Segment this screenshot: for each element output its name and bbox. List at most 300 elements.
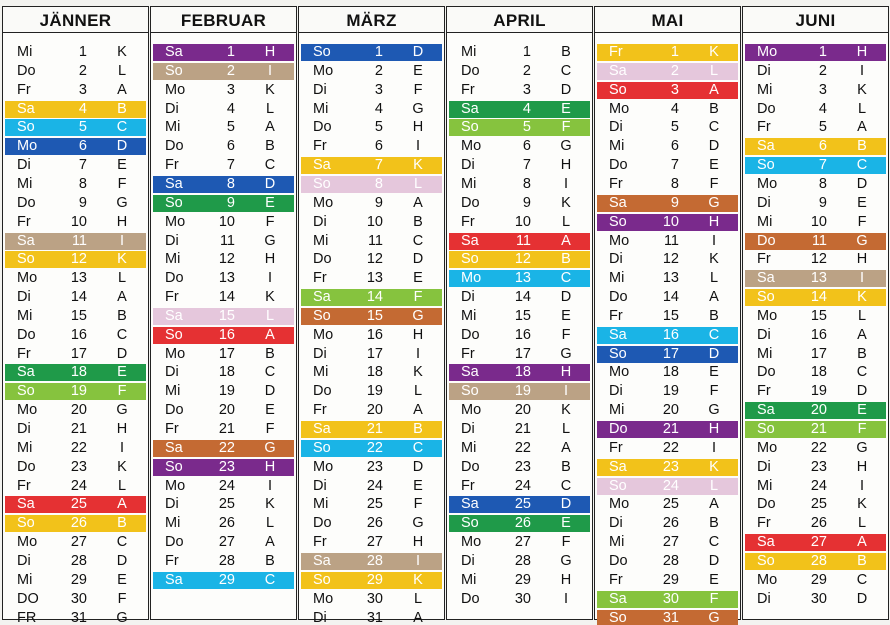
- day-number: 23: [662, 458, 679, 475]
- day-number: 4: [670, 100, 679, 117]
- weekday-label: Sa: [757, 402, 775, 419]
- day-number: 7: [670, 157, 679, 174]
- day-row: [153, 214, 294, 231]
- day-number: 24: [218, 477, 235, 494]
- weekday-label: Sa: [17, 100, 35, 117]
- weekday-label: Fr: [461, 477, 475, 494]
- day-row: [745, 251, 886, 268]
- day-letter: I: [859, 477, 865, 494]
- day-row-highlighted: [449, 364, 590, 381]
- day-letter: F: [117, 175, 127, 192]
- day-row: [5, 610, 146, 625]
- day-row-highlighted: [5, 233, 146, 250]
- weekday-label: So: [461, 515, 479, 532]
- weekday-label: Di: [165, 496, 179, 513]
- weekday-label: Do: [313, 251, 332, 268]
- day-letter: F: [857, 213, 867, 230]
- day-number: 15: [366, 307, 383, 324]
- day-letter: H: [856, 251, 868, 268]
- day-number: 21: [70, 421, 87, 437]
- day-row: [301, 214, 442, 231]
- day-number: 28: [810, 552, 827, 569]
- day-number: 3: [522, 81, 531, 98]
- day-number: 6: [522, 138, 531, 155]
- day-row: [745, 459, 886, 476]
- day-letter: D: [856, 383, 868, 400]
- day-number: 4: [522, 100, 531, 117]
- weekday-label: Do: [313, 515, 332, 532]
- day-letter: K: [709, 44, 719, 60]
- day-row-highlighted: [597, 82, 738, 99]
- day-number: 19: [218, 383, 235, 400]
- day-row: [449, 308, 590, 325]
- day-row-highlighted: [597, 459, 738, 476]
- weekday-label: DO: [17, 590, 39, 607]
- day-number: 10: [218, 213, 235, 230]
- day-letter: C: [708, 119, 720, 136]
- weekday-label: So: [461, 383, 479, 400]
- weekday-label: Mo: [313, 458, 334, 475]
- day-row: [449, 402, 590, 419]
- day-number: 1: [374, 44, 383, 60]
- day-row: [153, 421, 294, 438]
- weekday-label: Fr: [609, 307, 623, 324]
- month-title: MAI: [595, 6, 740, 33]
- day-row-highlighted: [301, 421, 442, 438]
- day-letter: L: [857, 100, 867, 117]
- weekday-label: Fr: [17, 81, 31, 98]
- day-number: 18: [218, 364, 235, 381]
- day-letter: D: [412, 251, 424, 268]
- day-letter: I: [119, 232, 125, 249]
- day-letter: C: [856, 364, 868, 381]
- day-letter: E: [117, 571, 127, 588]
- day-row: [301, 515, 442, 532]
- weekday-label: Do: [757, 364, 776, 381]
- day-number: 10: [514, 213, 531, 230]
- weekday-label: Fr: [165, 552, 179, 569]
- day-row: [5, 421, 146, 438]
- day-row: [745, 101, 886, 118]
- day-letter: A: [117, 289, 127, 306]
- weekday-label: Di: [757, 458, 771, 475]
- weekday-label: Do: [17, 326, 36, 343]
- day-number: 21: [514, 421, 531, 437]
- day-letter: D: [708, 345, 720, 362]
- day-row-highlighted: [301, 553, 442, 570]
- day-number: 26: [514, 515, 531, 532]
- day-number: 18: [70, 364, 87, 381]
- day-number: 6: [818, 138, 827, 155]
- day-letter: A: [265, 119, 275, 136]
- day-letter: H: [116, 213, 128, 230]
- day-letter: G: [412, 100, 424, 117]
- day-number: 16: [514, 326, 531, 343]
- day-letter: G: [560, 345, 572, 362]
- day-row: [5, 459, 146, 476]
- weekday-label: Mo: [757, 307, 778, 324]
- day-row-highlighted: [153, 327, 294, 344]
- day-number: 20: [366, 402, 383, 419]
- day-letter: F: [413, 496, 423, 513]
- day-row: [301, 101, 442, 118]
- day-row-highlighted: [301, 572, 442, 589]
- weekday-label: Di: [313, 477, 327, 494]
- weekday-label: Mi: [461, 175, 477, 192]
- day-letter: D: [116, 552, 128, 569]
- day-number: 19: [70, 383, 87, 400]
- day-row: [449, 534, 590, 551]
- day-letter: E: [709, 364, 719, 381]
- day-number: 12: [70, 251, 87, 268]
- day-letter: K: [265, 81, 275, 98]
- day-row: [153, 478, 294, 495]
- weekday-label: Do: [757, 232, 776, 249]
- day-number: 29: [70, 571, 87, 588]
- day-number: 13: [662, 270, 679, 287]
- weekday-label: Do: [17, 458, 36, 475]
- day-row: [597, 383, 738, 400]
- weekday-label: So: [609, 213, 627, 230]
- day-letter: A: [265, 534, 275, 551]
- day-letter: G: [264, 232, 276, 249]
- day-number: 17: [662, 345, 679, 362]
- day-letter: K: [413, 157, 423, 174]
- day-letter: F: [265, 213, 275, 230]
- day-row: [745, 327, 886, 344]
- weekday-label: Mo: [313, 326, 334, 343]
- day-letter: K: [265, 289, 275, 306]
- weekday-label: Di: [17, 421, 31, 437]
- day-number: 30: [810, 590, 827, 607]
- day-row-highlighted: [745, 421, 886, 438]
- day-number: 26: [810, 515, 827, 532]
- day-letter: G: [116, 609, 128, 625]
- day-letter: B: [265, 552, 275, 569]
- day-row: [745, 478, 886, 495]
- weekday-label: Sa: [165, 307, 183, 324]
- day-letter: G: [856, 232, 868, 249]
- day-number: 2: [522, 62, 531, 79]
- day-number: 25: [70, 496, 87, 513]
- day-number: 22: [218, 439, 235, 456]
- day-row: [301, 251, 442, 268]
- day-number: 20: [70, 402, 87, 419]
- day-number: 5: [226, 119, 235, 136]
- day-row: [301, 119, 442, 136]
- day-letter: F: [117, 590, 127, 607]
- day-letter: F: [561, 534, 571, 551]
- day-letter: A: [857, 534, 867, 551]
- day-row-highlighted: [153, 308, 294, 325]
- day-row: [5, 270, 146, 287]
- day-number: 25: [514, 496, 531, 513]
- day-row-highlighted: [597, 195, 738, 212]
- day-letter: A: [413, 609, 423, 625]
- weekday-label: Di: [313, 345, 327, 362]
- weekday-label: Di: [461, 289, 475, 306]
- day-number: 22: [662, 439, 679, 456]
- weekday-label: Mi: [609, 270, 625, 287]
- day-number: 28: [70, 552, 87, 569]
- day-letter: K: [857, 81, 867, 98]
- day-letter: C: [264, 157, 276, 174]
- day-number: 21: [366, 421, 383, 437]
- weekday-label: So: [165, 326, 183, 343]
- day-letter: A: [709, 81, 719, 98]
- day-letter: K: [709, 458, 719, 475]
- weekday-label: Mi: [165, 515, 181, 532]
- weekday-label: Do: [461, 194, 480, 211]
- weekday-label: Mi: [165, 383, 181, 400]
- day-letter: B: [857, 138, 867, 155]
- day-row: [745, 364, 886, 381]
- day-letter: E: [709, 571, 719, 588]
- day-letter: H: [412, 534, 424, 551]
- weekday-label: So: [17, 383, 35, 400]
- day-row: [449, 346, 590, 363]
- weekday-label: Mi: [757, 477, 773, 494]
- weekday-label: Mi: [757, 345, 773, 362]
- weekday-label: Fr: [17, 345, 31, 362]
- day-number: 30: [662, 590, 679, 607]
- day-row: [449, 440, 590, 457]
- day-letter: B: [265, 345, 275, 362]
- day-letter: A: [413, 194, 423, 211]
- day-number: 2: [226, 62, 235, 79]
- day-number: 27: [662, 534, 679, 551]
- weekday-label: Fr: [609, 571, 623, 588]
- day-letter: D: [412, 44, 424, 60]
- day-number: 17: [366, 345, 383, 362]
- day-letter: A: [709, 496, 719, 513]
- month-column: [298, 6, 445, 625]
- day-letter: E: [709, 157, 719, 174]
- day-letter: L: [561, 213, 571, 230]
- day-number: 5: [522, 119, 531, 136]
- day-number: 4: [226, 100, 235, 117]
- day-letter: I: [267, 270, 273, 287]
- weekday-label: Mi: [17, 439, 33, 456]
- day-letter: B: [561, 458, 571, 475]
- weekday-label: Di: [17, 552, 31, 569]
- day-number: 19: [662, 383, 679, 400]
- weekday-label: Do: [17, 194, 36, 211]
- day-number: 8: [226, 175, 235, 192]
- weekday-label: Mo: [17, 270, 38, 287]
- day-row: [597, 101, 738, 118]
- day-number: 15: [70, 307, 87, 324]
- day-number: 8: [374, 175, 383, 192]
- day-number: 23: [70, 458, 87, 475]
- weekday-label: So: [461, 119, 479, 136]
- day-row: [5, 591, 146, 608]
- weekday-label: Mo: [609, 232, 630, 249]
- day-letter: C: [560, 477, 572, 494]
- day-number: 13: [366, 270, 383, 287]
- day-number: 26: [662, 515, 679, 532]
- month-title: JÄNNER: [3, 6, 148, 33]
- day-number: 10: [662, 213, 679, 230]
- day-row-highlighted: [597, 610, 738, 625]
- weekday-label: Di: [461, 421, 475, 437]
- day-letter: D: [560, 81, 572, 98]
- day-row-highlighted: [153, 63, 294, 80]
- day-row: [5, 44, 146, 61]
- day-letter: K: [117, 44, 127, 60]
- day-letter: H: [412, 326, 424, 343]
- day-letter: A: [709, 289, 719, 306]
- day-row: [5, 176, 146, 193]
- day-row: [745, 63, 886, 80]
- day-letter: L: [709, 270, 719, 287]
- weekday-label: Mo: [757, 439, 778, 456]
- day-letter: B: [117, 307, 127, 324]
- day-letter: A: [561, 232, 571, 249]
- weekday-label: Di: [757, 62, 771, 79]
- day-row-highlighted: [449, 383, 590, 400]
- day-number: 9: [670, 194, 679, 211]
- day-row: [153, 383, 294, 400]
- day-row-highlighted: [153, 176, 294, 193]
- day-number: 8: [670, 175, 679, 192]
- weekday-label: Sa: [461, 232, 479, 249]
- day-row-highlighted: [745, 402, 886, 419]
- day-letter: L: [857, 307, 867, 324]
- day-number: 11: [811, 232, 827, 249]
- day-letter: L: [265, 100, 275, 117]
- day-number: 15: [662, 307, 679, 324]
- day-letter: I: [859, 270, 865, 287]
- day-row: [745, 308, 886, 325]
- weekday-label: Do: [461, 62, 480, 79]
- weekday-label: So: [757, 289, 775, 306]
- weekday-label: So: [609, 345, 627, 362]
- weekday-label: Do: [17, 62, 36, 79]
- day-number: 13: [218, 270, 235, 287]
- day-number: 30: [70, 590, 87, 607]
- day-row: [5, 440, 146, 457]
- day-row: [449, 138, 590, 155]
- day-letter: I: [711, 232, 717, 249]
- weekday-label: Fr: [313, 534, 327, 551]
- day-number: 27: [514, 534, 531, 551]
- day-letter: C: [116, 534, 128, 551]
- day-number: 11: [663, 232, 679, 249]
- day-row: [153, 289, 294, 306]
- day-number: 7: [226, 157, 235, 174]
- day-row: [301, 63, 442, 80]
- day-letter: B: [709, 100, 719, 117]
- day-number: 30: [514, 590, 531, 607]
- weekday-label: Sa: [313, 157, 331, 174]
- day-row-highlighted: [745, 138, 886, 155]
- weekday-label: Sa: [609, 326, 627, 343]
- day-number: 19: [366, 383, 383, 400]
- day-number: 5: [670, 119, 679, 136]
- day-number: 8: [78, 175, 87, 192]
- day-row-highlighted: [597, 421, 738, 438]
- day-letter: D: [264, 175, 276, 192]
- day-number: 5: [818, 119, 827, 136]
- day-number: 14: [218, 289, 235, 306]
- day-row: [745, 440, 886, 457]
- day-row: [597, 157, 738, 174]
- day-row: [597, 402, 738, 419]
- day-number: 16: [218, 326, 235, 343]
- day-letter: B: [857, 345, 867, 362]
- day-number: 24: [70, 477, 87, 494]
- day-letter: D: [708, 552, 720, 569]
- day-row-highlighted: [301, 176, 442, 193]
- day-letter: E: [413, 270, 423, 287]
- day-number: 17: [514, 345, 531, 362]
- weekday-label: Mo: [313, 62, 334, 79]
- day-row: [449, 421, 590, 438]
- day-row: [301, 270, 442, 287]
- day-letter: C: [560, 62, 572, 79]
- day-row: [597, 515, 738, 532]
- day-number: 5: [374, 119, 383, 136]
- weekday-label: Di: [609, 515, 623, 532]
- day-row-highlighted: [745, 270, 886, 287]
- day-row-highlighted: [153, 572, 294, 589]
- weekday-label: Sa: [461, 496, 479, 513]
- day-row: [5, 214, 146, 231]
- day-number: 16: [662, 326, 679, 343]
- weekday-label: Mo: [461, 138, 482, 155]
- day-row: [5, 327, 146, 344]
- day-number: 24: [810, 477, 827, 494]
- day-row: [301, 195, 442, 212]
- day-number: 1: [522, 44, 531, 60]
- day-number: 24: [366, 477, 383, 494]
- day-number: 28: [662, 552, 679, 569]
- day-row: [5, 63, 146, 80]
- weekday-label: So: [461, 251, 479, 268]
- weekday-label: Mi: [757, 213, 773, 230]
- day-letter: L: [117, 477, 127, 494]
- day-number: 8: [522, 175, 531, 192]
- day-row-highlighted: [597, 327, 738, 344]
- day-row: [153, 138, 294, 155]
- day-row: [449, 478, 590, 495]
- day-letter: H: [856, 44, 868, 60]
- day-letter: F: [265, 421, 275, 437]
- weekday-label: So: [757, 157, 775, 174]
- day-number: 5: [78, 119, 87, 136]
- day-number: 1: [78, 44, 87, 60]
- day-row: [449, 82, 590, 99]
- day-number: 12: [514, 251, 531, 268]
- weekday-label: Mo: [17, 534, 38, 551]
- day-row-highlighted: [449, 496, 590, 513]
- day-row: [449, 591, 590, 608]
- day-letter: C: [264, 571, 276, 588]
- weekday-label: Do: [461, 326, 480, 343]
- day-row: [153, 82, 294, 99]
- day-letter: L: [265, 515, 275, 532]
- day-number: 3: [374, 81, 383, 98]
- day-row: [745, 195, 886, 212]
- day-row: [301, 459, 442, 476]
- day-letter: H: [412, 119, 424, 136]
- weekday-label: So: [17, 515, 35, 532]
- day-letter: E: [561, 100, 571, 117]
- day-letter: D: [264, 383, 276, 400]
- day-letter: I: [267, 477, 273, 494]
- day-letter: C: [560, 270, 572, 287]
